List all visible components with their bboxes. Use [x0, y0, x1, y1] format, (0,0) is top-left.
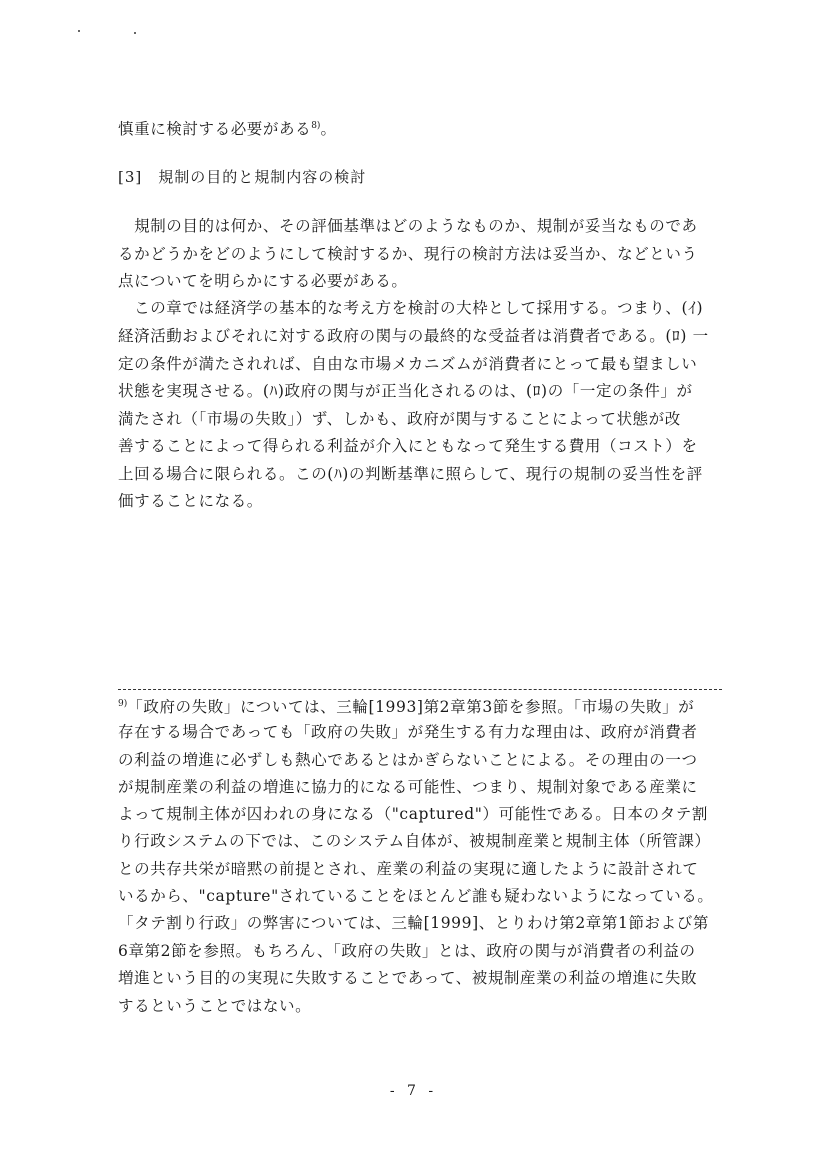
body-line: この章では経済学の基本的な考え方を検討の大枠として採用する。つまり、(ｲ) [118, 299, 704, 317]
footnote-line: 増進という目的の実現に失敗することであって、被規制産業の利益の増進に失敗 [118, 969, 698, 987]
footnote-line-text: 「政府の失敗」については、三輪[1993]第2章第3節を参照。「市場の失敗」が [127, 698, 695, 716]
footnote-reference: 8) [311, 121, 321, 131]
footnote-line: り行政システムの下では、このシステム自体が、被規制産業と規制主体（所管課） [118, 832, 711, 850]
footnote-line: 「タテ割り行政」の弊害については、三輪[1999]、とりわけ第2章第1節および第 [118, 914, 709, 932]
scan-speck [134, 32, 136, 34]
body-line: 満たされ（「市場の失敗」）ず、しかも、政府が関与することによって状態が改 [118, 410, 681, 428]
body-line: 経済活動およびそれに対する政府の関与の最終的な受益者は消費者である。(ﾛ) 一 [118, 327, 709, 345]
footnote-line: の利益の増進に必ずしも熱心であるとはかぎらないことによる。その理由の一つ [118, 751, 698, 769]
scan-speck [78, 30, 80, 32]
continuation-end: 。 [320, 120, 337, 138]
body-line: 上回る場合に限られる。この(ﾊ)の判断基準に照らして、現行の規制の妥当性を評 [118, 465, 703, 483]
body-line: るかどうかをどのようにして検討するか、現行の検討方法は妥当か、などという [118, 245, 698, 263]
body-line: 点についてを明らかにする必要がある。 [118, 272, 408, 290]
body-line: 状態を実現させる。(ﾊ)政府の関与が正当化されるのは、(ﾛ)の「一定の条件」が [118, 382, 693, 400]
footnote-line: が規制産業の利益の増進に協力的になる可能性、つまり、規制対象である産業に [118, 778, 698, 796]
page-number: - 7 - [389, 1083, 438, 1099]
footnote-line [118, 694, 730, 717]
body-line: 規制の目的は何か、その評価基準はどのようなものか、規制が妥当なものであ [118, 217, 698, 235]
continuation-text: 慎重に検討する必要がある [118, 120, 312, 138]
body-line: 善することによって得られる利益が介入にともなって発生する費用（コスト）を [118, 437, 698, 455]
footnote-line: 6章第2節を参照。もちろん、「政府の失敗」とは、政府の関与が消費者の利益の [118, 942, 696, 960]
footnote-line: するということではない。 [118, 997, 312, 1015]
footnote-line: よって規制主体が囚われの身になる（"captured"）可能性である。日本のタテ割 [118, 805, 708, 823]
footnote-separator [118, 689, 722, 690]
footnote-line: との共存共栄が暗黙の前提とされ、産業の利益の実現に適したように設計されて [118, 860, 699, 878]
body-line: 価することになる。 [118, 492, 263, 510]
continuation-line [118, 116, 718, 139]
footnote-line: 存在する場合であっても「政府の失敗」が発生する有力な理由は、政府が消費者 [118, 723, 698, 741]
section-heading: [3] 規制の目的と規制内容の検討 [118, 168, 367, 186]
body-line: 定の条件が満たされれば、自由な市場メカニズムが消費者にとって最も望ましい [118, 355, 698, 373]
footnote-mark: 9) [118, 699, 128, 709]
footnote-line: いるから、"capture"されていることをほとんど誰も疑わないようになっている。 [118, 887, 714, 905]
